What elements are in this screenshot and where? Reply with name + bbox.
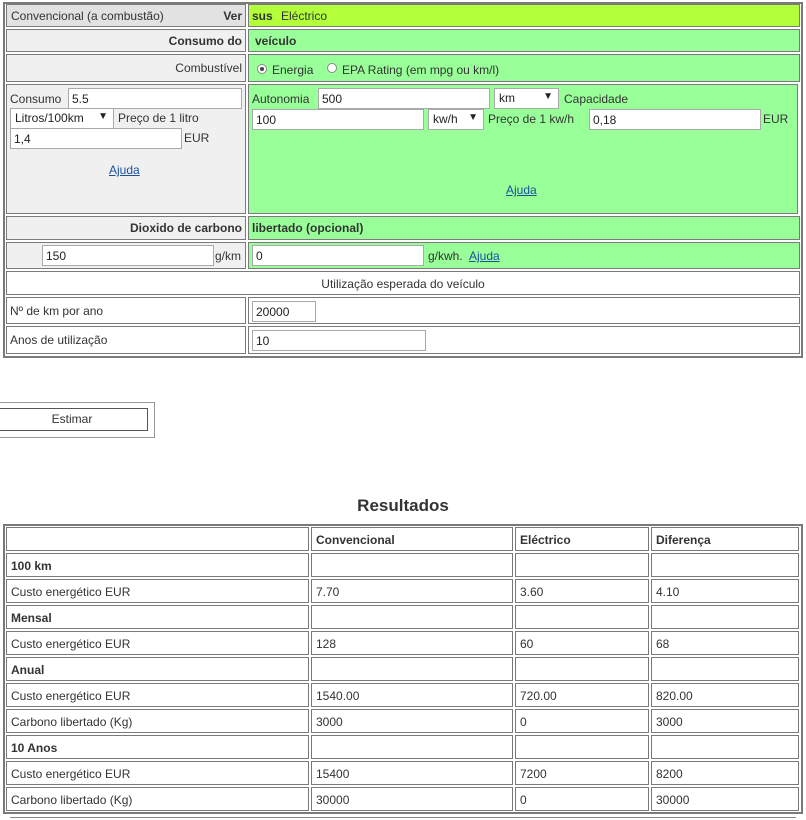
results-cell: [6, 579, 309, 603]
sus-label: sus: [252, 9, 273, 23]
results-value-label: Carbono libertado (Kg): [11, 715, 133, 729]
results-value-convencional: 128: [316, 637, 337, 651]
results-cell: [515, 709, 649, 733]
results-cell: [311, 787, 513, 811]
results-value-diferenca: 8200: [656, 767, 683, 781]
results-value-label: Custo energético EUR: [11, 767, 131, 781]
conventional-help-link[interactable]: Ajuda: [109, 163, 140, 177]
results-cell: [311, 631, 513, 655]
kwh-price-currency: EUR: [763, 112, 789, 126]
results-title: Resultados: [357, 496, 449, 515]
consumption-unit-value: Litros/100km: [15, 111, 84, 125]
results-header-electrico: Eléctrico: [520, 533, 571, 547]
co2-header-left-label: Dioxido de carbono: [129, 221, 242, 235]
capacidade-input[interactable]: [252, 109, 424, 130]
energy-unit-value: kw/h: [433, 112, 458, 126]
co2-help-link[interactable]: Ajuda: [469, 249, 500, 263]
results-cell: [651, 709, 799, 733]
results-value-convencional: 15400: [316, 767, 350, 781]
results-value-convencional: 3000: [316, 715, 343, 729]
consumption-unit-select[interactable]: [10, 108, 114, 129]
distance-unit-value: km: [499, 91, 515, 105]
results-cell: [651, 735, 799, 759]
results-value-label: 10 Anos: [11, 741, 58, 755]
results-cell: [651, 683, 799, 707]
km-per-year-input[interactable]: [252, 301, 316, 322]
results-cell: [651, 761, 799, 785]
conventional-header: [6, 4, 246, 27]
consumo-label: Consumo: [10, 92, 62, 106]
co2-header-right: [248, 216, 800, 240]
results-cell: [6, 709, 309, 733]
co2-header-right-label: libertado (opcional): [252, 221, 364, 235]
results-cell: [6, 735, 309, 759]
results-header-diferenca: Diferença: [656, 533, 711, 547]
results-cell: [651, 605, 799, 629]
results-cell: [515, 553, 649, 577]
distance-unit-select[interactable]: [494, 88, 559, 109]
results-cell: [651, 631, 799, 655]
fuel-price-currency: EUR: [184, 131, 210, 145]
consumption-header-right: [248, 29, 800, 52]
electric-details: [248, 84, 798, 214]
epa-radio[interactable]: [327, 63, 337, 73]
results-value-label: Mensal: [11, 611, 52, 625]
km-per-year-label-cell: [6, 297, 246, 324]
results-cell: [6, 553, 309, 577]
results-value-electrico: 60: [520, 637, 534, 651]
km-per-year-input-cell: [248, 297, 800, 324]
fuel-label-cell: [6, 54, 246, 82]
ver-label: Ver: [223, 9, 242, 23]
results-header-cell: [311, 527, 513, 551]
co2-conventional-unit: g/km: [215, 249, 242, 263]
co2-electric-input[interactable]: [252, 245, 424, 266]
results-value-convencional: 7.70: [316, 585, 340, 599]
electric-header: [248, 4, 800, 27]
usage-title: Utilização esperada do veículo: [321, 277, 485, 291]
chevron-down-icon: ▼: [98, 111, 108, 122]
results-value-diferenca: 820.00: [656, 689, 693, 703]
estimate-button[interactable]: Estimar: [0, 408, 148, 431]
co2-conventional-input[interactable]: [42, 245, 214, 266]
fuel-price-input[interactable]: [10, 128, 182, 149]
results-cell: [311, 553, 513, 577]
fuel-price-label: Preço de 1 litro: [118, 111, 199, 125]
results-value-diferenca: 3000: [656, 715, 683, 729]
results-cell: [6, 605, 309, 629]
usage-header: [6, 271, 800, 295]
results-header-convencional: Convencional: [316, 533, 395, 547]
years-label: Anos de utilização: [10, 333, 108, 347]
results-header-cell: [651, 527, 799, 551]
consumption-header-left: [6, 29, 246, 52]
co2-electric-cell: [248, 242, 800, 269]
results-cell: [6, 683, 309, 707]
electric-help-link[interactable]: Ajuda: [506, 183, 537, 197]
chevron-down-icon: ▼: [468, 112, 478, 123]
co2-header-left: [6, 216, 246, 240]
bottom-divider: [10, 817, 796, 818]
years-label-cell: [6, 326, 246, 354]
results-value-label: Custo energético EUR: [11, 689, 131, 703]
chevron-down-icon: ▼: [543, 91, 553, 102]
consumption-header-right-label: veículo: [255, 34, 297, 48]
results-cell: [651, 657, 799, 681]
consumo-input[interactable]: [68, 88, 242, 109]
years-input[interactable]: [252, 330, 426, 351]
results-cell: [515, 657, 649, 681]
electric-title: Eléctrico: [281, 9, 328, 23]
kwh-price-input[interactable]: [589, 109, 761, 130]
results-cell: [515, 631, 649, 655]
kwh-price-label: Preço de 1 kw/h: [488, 112, 575, 126]
results-value-convencional: 30000: [316, 793, 350, 807]
results-cell: [6, 631, 309, 655]
results-cell: [6, 657, 309, 681]
energia-radio[interactable]: [257, 64, 267, 74]
results-cell: [311, 735, 513, 759]
results-value-label: Carbono libertado (Kg): [11, 793, 133, 807]
results-cell: [311, 605, 513, 629]
results-cell: [515, 787, 649, 811]
results-cell: [515, 683, 649, 707]
energia-label[interactable]: Energia: [272, 63, 314, 77]
results-header-cell: [6, 527, 309, 551]
results-value-electrico: 0: [520, 793, 527, 807]
results-cell: [311, 579, 513, 603]
results-header-cell: [515, 527, 649, 551]
results-value-label: 100 km: [11, 559, 52, 573]
autonomia-input[interactable]: [318, 88, 490, 109]
results-value-convencional: 1540.00: [316, 689, 360, 703]
capacidade-label: Capacidade: [564, 92, 629, 106]
results-value-electrico: 0: [520, 715, 527, 729]
results-cell: [515, 735, 649, 759]
results-cell: [311, 709, 513, 733]
results-value-diferenca: 68: [656, 637, 670, 651]
results-cell: [311, 761, 513, 785]
conventional-details: [6, 84, 246, 214]
co2-electric-unit: g/kwh.: [428, 249, 463, 263]
results-value-electrico: 720.00: [520, 689, 557, 703]
results-cell: [6, 787, 309, 811]
results-cell: [6, 761, 309, 785]
results-cell: [651, 579, 799, 603]
results-value-label: Custo energético EUR: [11, 637, 131, 651]
fuel-label: Combustível: [175, 61, 242, 75]
results-value-label: Anual: [11, 663, 45, 677]
results-value-electrico: 7200: [520, 767, 547, 781]
autonomia-label: Autonomia: [252, 92, 310, 106]
results-cell: [515, 579, 649, 603]
energy-unit-select[interactable]: [428, 109, 484, 130]
years-input-cell: [248, 326, 800, 354]
results-cell: [651, 787, 799, 811]
results-cell: [515, 605, 649, 629]
fuel-options-cell: [248, 54, 800, 82]
results-cell: [311, 657, 513, 681]
results-value-diferenca: 4.10: [656, 585, 680, 599]
results-value-label: Custo energético EUR: [11, 585, 131, 599]
results-cell: [515, 761, 649, 785]
km-per-year-label: Nº de km por ano: [10, 304, 104, 318]
results-cell: [311, 683, 513, 707]
co2-conventional-cell: [6, 242, 246, 269]
consumption-header-left-label: Consumo do: [168, 34, 242, 48]
results-cell: [651, 553, 799, 577]
results-value-diferenca: 30000: [656, 793, 690, 807]
conventional-title: Convencional (a combustão): [11, 9, 164, 23]
epa-label[interactable]: EPA Rating (em mpg ou km/l): [342, 63, 500, 77]
results-value-electrico: 3.60: [520, 585, 544, 599]
